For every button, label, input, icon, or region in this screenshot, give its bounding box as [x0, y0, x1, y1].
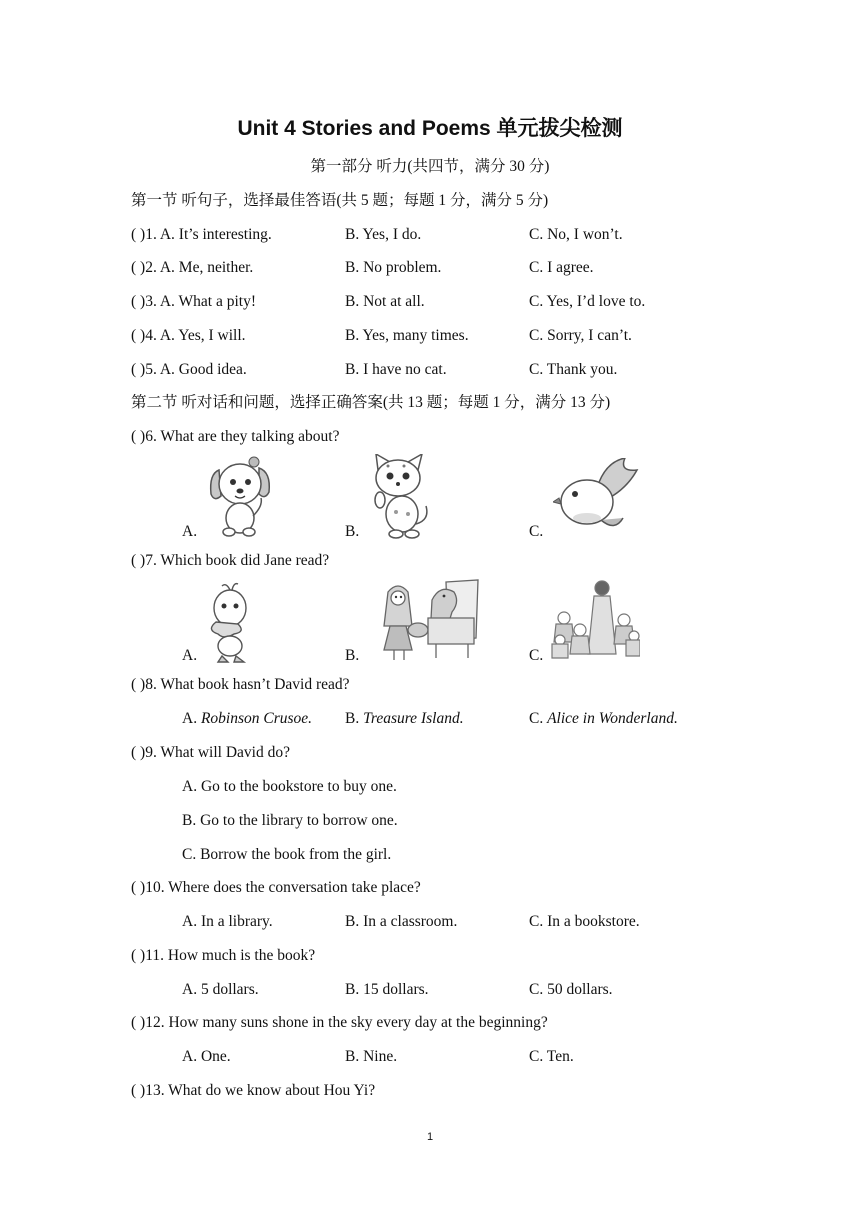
question-6-option-a: A.	[182, 523, 198, 540]
book-title: Alice in Wonderland.	[547, 710, 678, 727]
part1-heading: 第一部分 听力(共四节，满分 30 分)	[310, 158, 550, 175]
answer-paren: ( )	[131, 259, 146, 276]
question-9-option-b: B. Go to the library to borrow one.	[182, 812, 398, 829]
question-11-option-a: A. 5 dollars.	[182, 981, 259, 998]
answer-paren: ( )	[131, 327, 146, 344]
question-11-stem: 11. How much is the book?	[145, 947, 316, 964]
question-12-stem: 12. How many suns shone in the sky every day at the beginning?	[145, 1014, 548, 1031]
answer-paren: ( )	[131, 293, 146, 310]
question-1-option-c: C. No, I won’t.	[529, 226, 623, 243]
question-2-option-b: B. No problem.	[345, 259, 442, 276]
question-8-stem: 8. What book hasn’t David read?	[145, 676, 350, 693]
answer-paren: ( )	[131, 428, 146, 445]
book-title: Treasure Island.	[363, 710, 464, 727]
question-3-option-c: C. Yes, I’d love to.	[529, 293, 646, 310]
question-8-option-c	[529, 709, 678, 729]
question-7-option-b: B.	[345, 647, 360, 664]
question-7-option-c: C.	[529, 647, 544, 664]
question-12-option-b: B. Nine.	[345, 1048, 398, 1065]
option-letter: C.	[529, 710, 548, 727]
duckling-picture	[206, 582, 256, 664]
answer-paren: ( )	[131, 361, 146, 378]
question-10-option-a: A. In a library.	[182, 913, 273, 930]
question-4	[131, 326, 246, 346]
question-1-stem: 1. A. It’s interesting.	[145, 226, 272, 243]
puppy-picture	[205, 456, 275, 538]
question-8-option-a	[182, 709, 312, 729]
question-2-option-c: C. I agree.	[529, 259, 594, 276]
question-9-option-c: C. Borrow the book from the girl.	[182, 846, 392, 863]
question-11-option-b: B. 15 dollars.	[345, 981, 429, 998]
option-letter: A.	[182, 710, 201, 727]
question-1-option-b: B. Yes, I do.	[345, 226, 422, 243]
question-13-stem: 13. What do we know about Hou Yi?	[145, 1082, 376, 1099]
answer-paren: ( )	[131, 226, 146, 243]
question-3-stem: 3. A. What a pity!	[145, 293, 256, 310]
question-7	[131, 551, 329, 571]
answer-paren: ( )	[131, 552, 146, 569]
page-number: 1	[426, 1131, 434, 1143]
question-2-stem: 2. A. Me, neither.	[145, 259, 254, 276]
book-title: Robinson Crusoe.	[200, 710, 313, 727]
question-7-stem: 7. Which book did Jane read?	[145, 552, 330, 569]
question-11	[131, 946, 315, 966]
question-10-stem: 10. Where does the conversation take place?	[145, 879, 421, 896]
question-12-option-a: A. One.	[182, 1048, 231, 1065]
question-8	[131, 675, 350, 695]
question-10-option-c: C. In a bookstore.	[529, 913, 640, 930]
cat-picture	[368, 454, 430, 540]
question-12	[131, 1013, 548, 1033]
answer-paren: ( )	[131, 879, 146, 896]
question-9-option-a: A. Go to the bookstore to buy one.	[182, 778, 397, 795]
question-8-option-b	[345, 709, 464, 729]
question-3	[131, 292, 256, 312]
snow-white-dwarfs-picture	[550, 578, 640, 662]
question-2	[131, 258, 253, 278]
answer-paren: ( )	[131, 1082, 146, 1099]
question-11-option-c: C. 50 dollars.	[529, 981, 613, 998]
question-10	[131, 878, 421, 898]
question-5	[131, 360, 247, 380]
question-1	[131, 225, 272, 245]
question-4-option-c: C. Sorry, I can’t.	[529, 327, 632, 344]
question-9	[131, 743, 290, 763]
answer-paren: ( )	[131, 1014, 146, 1031]
section1-heading: 第一节 听句子，选择最佳答语(共 5 题；每题 1 分，满分 5 分)	[131, 192, 549, 209]
question-6-stem: 6. What are they talking about?	[145, 428, 340, 445]
question-5-option-c: C. Thank you.	[529, 361, 618, 378]
answer-paren: ( )	[131, 744, 146, 761]
question-6-option-c: C.	[529, 523, 544, 540]
section2-heading: 第二节 听对话和问题，选择正确答案(共 13 题；每题 1 分，满分 13 分)	[131, 394, 611, 411]
question-4-option-b: B. Yes, many times.	[345, 327, 469, 344]
question-5-option-b: B. I have no cat.	[345, 361, 447, 378]
question-9-stem: 9. What will David do?	[145, 744, 290, 761]
question-5-stem: 5. A. Good idea.	[145, 361, 247, 378]
question-4-stem: 4. A. Yes, I will.	[145, 327, 246, 344]
question-13	[131, 1081, 375, 1101]
question-3-option-b: B. Not at all.	[345, 293, 425, 310]
question-12-option-c: C. Ten.	[529, 1048, 574, 1065]
page-title: Unit 4 Stories and Poems 单元拔尖检测	[237, 117, 623, 140]
answer-paren: ( )	[131, 676, 146, 693]
answer-paren: ( )	[131, 947, 146, 964]
bird-picture	[553, 458, 639, 534]
question-6-option-b: B.	[345, 523, 360, 540]
question-10-option-b: B. In a classroom.	[345, 913, 458, 930]
red-riding-hood-picture	[374, 578, 482, 662]
question-6	[131, 427, 339, 447]
question-7-option-a: A.	[182, 647, 198, 664]
option-letter: B.	[345, 710, 364, 727]
